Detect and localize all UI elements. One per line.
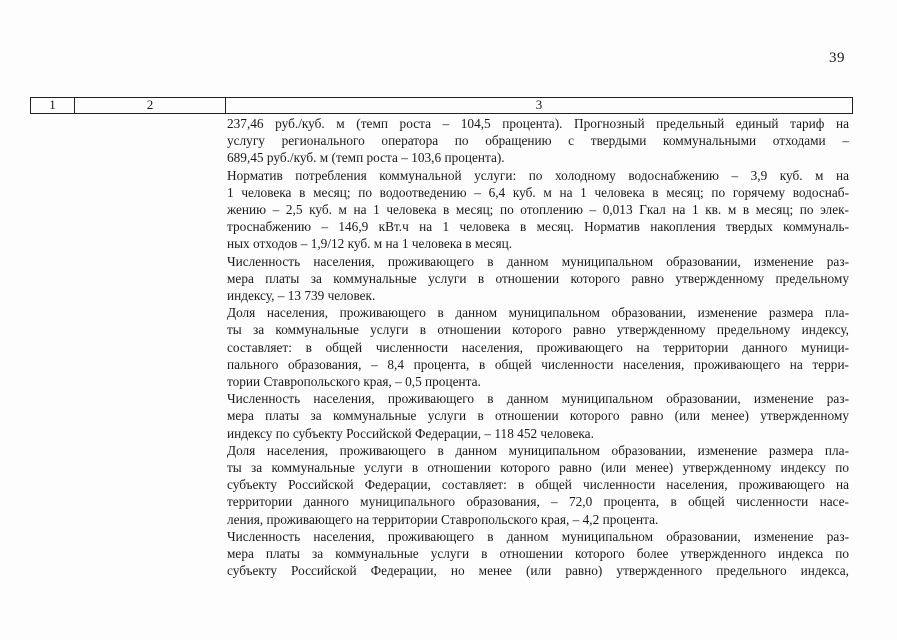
text-line: 237,46 руб./куб. м (темп роста – 104,5 процента). Прогнозный предельный единый тариф на — [227, 116, 849, 131]
text-line: 1 человека в месяц; по водоотведению – 6,4 куб. м на 1 человека в месяц; по горячему водоснаб- — [227, 184, 849, 200]
column-number-2: 2 — [75, 98, 226, 114]
text-line: индексу по субъекту Российской Федерации, – 118 452 человека. — [227, 425, 594, 441]
paragraph-share-subject-index — [227, 442, 849, 528]
text-line: ты за коммунальные услуги в отношении которого равно (или менее) утвержденному индексу по — [227, 460, 849, 476]
text-line: мера платы за коммунальные услуги в отношении которого более утвержденного индекса по — [227, 546, 849, 562]
text-line: Норматив потребления коммунальной услуги: по холодному водоснабжению – 3,9 куб. м на — [227, 167, 849, 183]
text-line: Численность населения, проживающего в данном муниципальном образовании, изменение раз- — [227, 253, 849, 269]
text-line: жению – 2,5 куб. м на 1 человека в месяц; по отоплению – 0,013 Гкал на 1 кв. м в месяц; по элек- — [227, 202, 849, 218]
text-line: субъекту Российской Федерации, но менее (или равно) утвержденного предельного индекса, — [227, 563, 849, 579]
text-line: ты за коммунальные услуги в отношении которого равно утвержденному предельному индексу, — [227, 322, 849, 338]
paragraph-consumption-norms — [227, 167, 849, 253]
text-line: тории Ставропольского края, – 0,5 процента. — [227, 374, 481, 390]
text-line: ных отходов – 1,9/12 куб. м на 1 человека в месяц. — [227, 236, 513, 252]
text-line: троснабжению – 146,9 кВт.ч на 1 человека в месяц. Норматив накопления твердых коммуналь- — [227, 219, 849, 235]
page-number: 39 — [829, 50, 845, 66]
text-line: Доля населения, проживающего в данном муниципальном образовании, изменение размера пла- — [227, 305, 849, 321]
text-line: Численность населения, проживающего в данном муниципальном образовании, изменение раз- — [227, 528, 849, 544]
paragraph-population-limit-index — [227, 253, 849, 305]
text-line: мера платы за коммунальные услуги в отношении которого равно (или менее) утвержденному — [227, 408, 849, 424]
text-line: составляет: в общей численности населения, проживающего на территории данного муници- — [227, 339, 849, 355]
column-number-1: 1 — [31, 98, 75, 114]
body-text — [227, 115, 849, 579]
column-number-3: 3 — [226, 98, 853, 114]
text-line: ления, проживающего на территории Ставропольского края, – 4,2 процента. — [227, 511, 659, 527]
text-line: индексу, – 13 739 человек. — [227, 288, 376, 304]
paragraph-share-limit-index — [227, 304, 849, 390]
text-line: субъекту Российской Федерации, составляет: в общей численности населения, проживающего на — [227, 477, 849, 493]
text-line: пального образования, – 8,4 процента, в общей численности населения, проживающего на терри- — [227, 356, 849, 372]
text-line: 689,45 руб./куб. м (темп роста – 103,6 процента). — [227, 150, 505, 166]
text-line: территории данного муниципального образования, – 72,0 процента, в общей численности насе- — [227, 494, 849, 510]
paragraph-population-above-index — [227, 528, 849, 580]
column-header-row — [31, 98, 853, 114]
text-line: Численность населения, проживающего в данном муниципальном образовании, изменение раз- — [227, 391, 849, 407]
text-line: услугу регионального оператора по обращению с твердыми коммунальными отходами – — [227, 133, 849, 149]
paragraph-tariff — [227, 115, 849, 167]
text-line: мера платы за коммунальные услуги в отношении которого равно утвержденному предельному — [227, 270, 849, 286]
text-line: Доля населения, проживающего в данном муниципальном образовании, изменение размера пла- — [227, 442, 849, 458]
column-header-table — [30, 97, 853, 114]
paragraph-population-subject-index — [227, 390, 849, 442]
